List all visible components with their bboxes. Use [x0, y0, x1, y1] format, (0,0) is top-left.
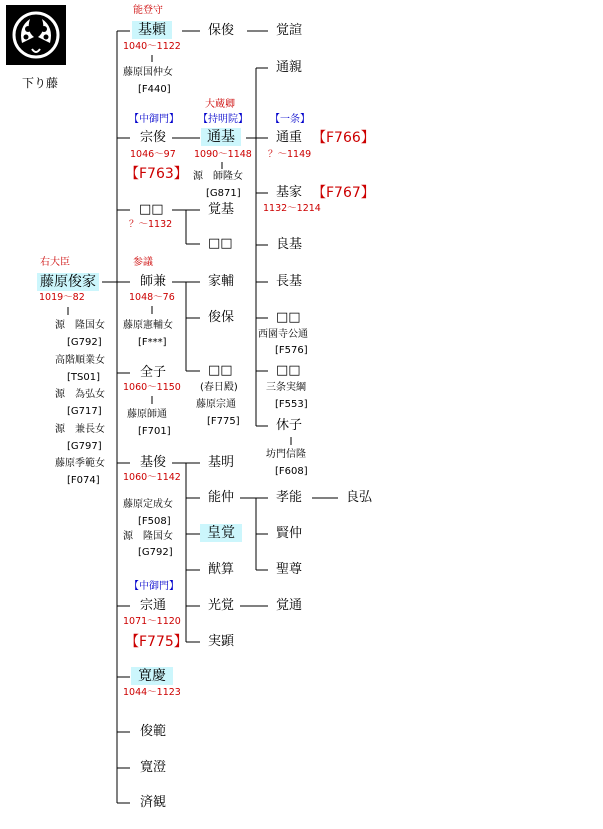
- zenshi-spouse: 藤原師通: [127, 409, 167, 420]
- motoyori-title: 能登守: [133, 5, 163, 16]
- toshiie-spouse-2-ref: [TS01]: [67, 372, 100, 383]
- morokane-spouse: 藤原憲輔女: [123, 320, 173, 331]
- kokaku2-name: 光覚: [208, 598, 235, 613]
- michimoto-years: 1090～1148: [194, 149, 252, 160]
- daughter1-name: □□: [276, 310, 301, 325]
- morokane-years: 1048～76: [129, 292, 175, 303]
- motoyori-years: 1040～1122: [123, 41, 181, 52]
- kankei-years: 1044～1123: [123, 687, 181, 698]
- daughter2-ref: [F553]: [275, 399, 308, 410]
- toshiie-spouse-3-ref: [G717]: [67, 406, 102, 417]
- unknown3-ref: [F775]: [207, 416, 240, 427]
- toshiie-spouse-4: 源 兼長女: [55, 424, 105, 435]
- toshiie-spouse-1: 源 隆国女: [55, 320, 105, 331]
- toshiie-years: 1019～82: [39, 292, 85, 303]
- michishige-title: 【一条】: [270, 114, 310, 125]
- kakki-name: 覚基: [208, 202, 235, 217]
- toshiyasu-name: 俊保: [208, 310, 235, 325]
- kyushi-name: 休子: [276, 418, 303, 433]
- kyushi-spouse: 坊門信隆: [266, 449, 306, 460]
- yuusan-name: 猷算: [208, 562, 235, 577]
- munetoshi-name: 宗俊: [140, 130, 167, 145]
- ryoko-name: 良弘: [346, 490, 373, 505]
- unknown1-years: ？～1132: [129, 219, 173, 230]
- michishige-years: ？～1149: [268, 149, 312, 160]
- toshiie-name: 藤原俊家: [37, 273, 99, 291]
- toshiie-spouse-3: 源 為弘女: [55, 389, 105, 400]
- toshiie-spouse-4-ref: [G797]: [67, 441, 102, 452]
- michimoto-name: 通基: [201, 128, 241, 146]
- motoie-ref: 【F767】: [312, 185, 375, 201]
- nochu-name: 能仲: [208, 490, 235, 505]
- choki-name: 長基: [276, 274, 303, 289]
- toshiie-spouse-1-ref: [G792]: [67, 337, 102, 348]
- zenshi-years: 1060～1150: [123, 382, 181, 393]
- morokane-ref: [F***]: [138, 337, 167, 348]
- munemichi-ref: 【F775】: [125, 634, 188, 650]
- daughter2-spouse: 三条実綱: [266, 382, 306, 393]
- michimoto-title2: 【持明院】: [198, 114, 248, 125]
- munetoshi-title: 【中御門】: [129, 114, 179, 125]
- morokane-name: 師兼: [140, 274, 167, 289]
- toshiie-spouse-5: 藤原季範女: [55, 458, 105, 469]
- toshiie-spouse-2: 高階順業女: [55, 355, 105, 366]
- kancho-name: 寛澄: [140, 760, 167, 775]
- michishige-name: 通重: [276, 130, 303, 145]
- unknown3-spouse: 藤原宗通: [196, 399, 236, 410]
- seison-name: 聖尊: [276, 562, 303, 577]
- unknown3-name: □□: [208, 363, 233, 378]
- mototoshi-spouse-1-ref: [F508]: [138, 516, 171, 527]
- munetoshi-ref: 【F763】: [125, 166, 188, 182]
- shunpan-name: 俊範: [140, 724, 167, 739]
- jitsuken-name: 実顕: [208, 634, 235, 649]
- mototoshi-spouse-1: 藤原定成女: [123, 499, 173, 510]
- kyushi-ref: [F608]: [275, 466, 308, 477]
- michichika-name: 通親: [276, 60, 303, 75]
- kakugai-name: 覚諠: [276, 23, 303, 38]
- kakutsu-name: 覚通: [276, 598, 303, 613]
- ryoki-name: 良基: [276, 237, 303, 252]
- kimei-name: 基明: [208, 455, 235, 470]
- mototoshi-name: 基俊: [140, 455, 167, 470]
- daughter2-name: □□: [276, 363, 301, 378]
- daughter1-ref: [F576]: [275, 345, 308, 356]
- munemichi-title: 【中御門】: [129, 581, 179, 592]
- zenshi-name: 全子: [140, 365, 167, 380]
- daughter1-spouse: 西園寺公通: [258, 329, 308, 340]
- munetoshi-years: 1046～97: [130, 149, 176, 160]
- unknown2-name: □□: [208, 236, 233, 251]
- michimoto-title1: 大蔵卿: [205, 99, 235, 110]
- motoyori-spouse: 藤原国仲女: [123, 67, 173, 78]
- kono-name: 孝能: [276, 490, 303, 505]
- toshiie-title: 右大臣: [40, 257, 70, 268]
- michishige-ref: 【F766】: [312, 130, 375, 146]
- motoyori-name: 基頼: [132, 21, 172, 39]
- kankei-name: 寛慶: [131, 667, 173, 685]
- michimoto-spouse: 源 師隆女: [193, 171, 243, 182]
- saikan-name: 済観: [140, 795, 167, 810]
- zenshi-ref: [F701]: [138, 426, 171, 437]
- motoie-years: 1132～1214: [263, 203, 321, 214]
- iesuke-name: 家輔: [208, 274, 235, 289]
- morokane-title: 参議: [133, 257, 153, 268]
- motoyori-ref: [F440]: [138, 84, 171, 95]
- kenchu-name: 賢仲: [276, 526, 303, 541]
- crest-caption: 下り藤: [22, 76, 59, 90]
- munemichi-name: 宗通: [140, 598, 167, 613]
- mototoshi-years: 1060～1142: [123, 472, 181, 483]
- yasutoshi-name: 保俊: [208, 23, 235, 38]
- munemichi-years: 1071～1120: [123, 616, 181, 627]
- toshiie-spouse-5-ref: [F074]: [67, 475, 100, 486]
- kokaku-name: 皇覚: [200, 524, 242, 542]
- motoie-name: 基家: [276, 185, 303, 200]
- unknown1-name: □□: [139, 202, 164, 217]
- mototoshi-spouse-2-ref: [G792]: [138, 547, 173, 558]
- michimoto-ref: [G871]: [206, 188, 241, 199]
- unknown3-note: (春日殿): [200, 382, 238, 393]
- mototoshi-spouse-2: 源 隆国女: [123, 531, 173, 542]
